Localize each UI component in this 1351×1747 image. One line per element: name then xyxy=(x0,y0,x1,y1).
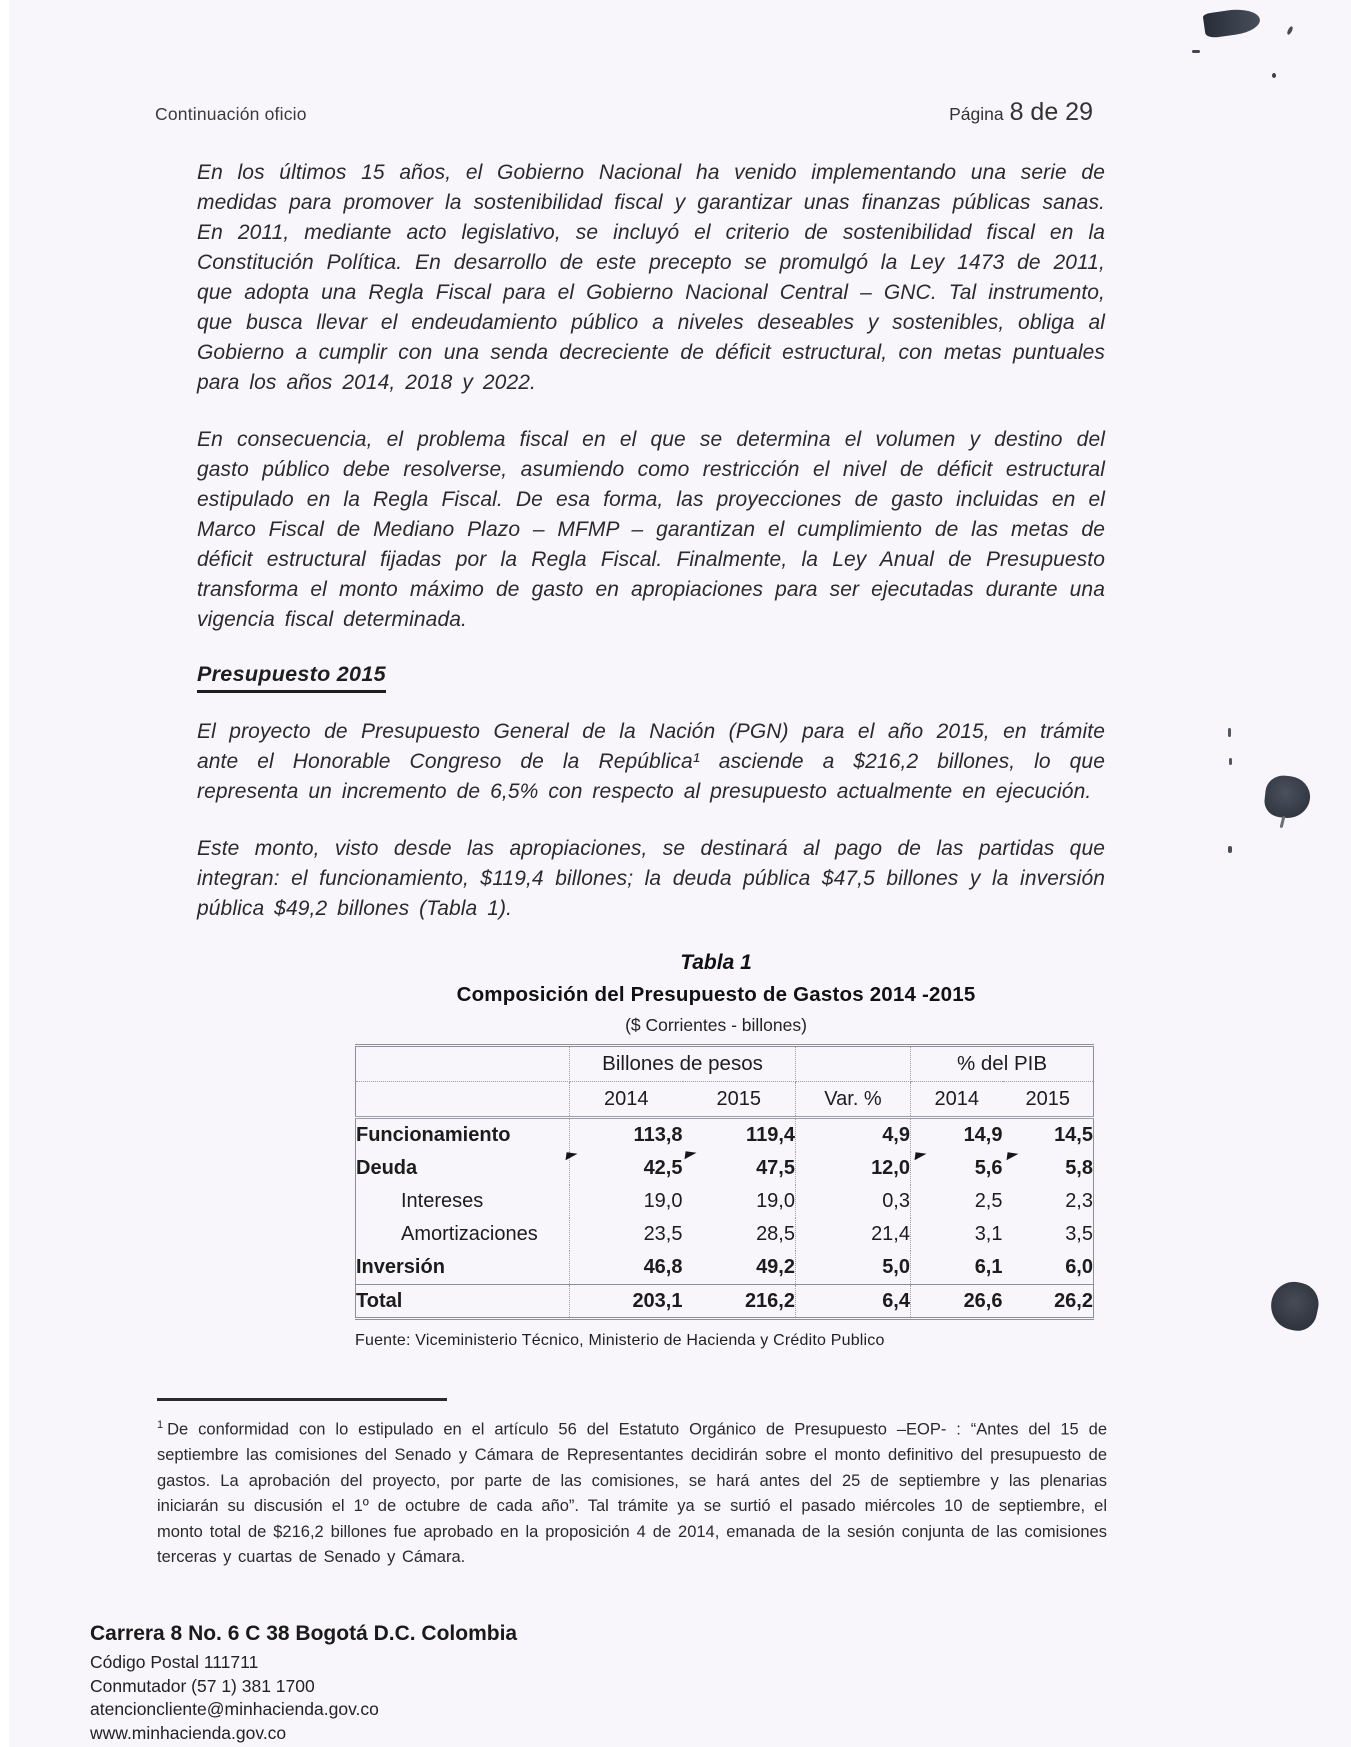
comment-flag-icon xyxy=(914,1152,926,1161)
table-cell: 26,6 xyxy=(911,1285,1003,1319)
table-cell: 2,3 xyxy=(1065,1190,1093,1212)
ink-speck xyxy=(1272,73,1276,78)
table-cell: 49,2 xyxy=(683,1251,796,1285)
ink-blob xyxy=(1267,1278,1323,1335)
table-cell: 23,5 xyxy=(643,1223,683,1245)
table-source: Fuente: Viceministerio Técnico, Ministerio de Hacienda y Crédito Publico xyxy=(355,1332,885,1349)
section-heading-text: Presupuesto 2015 xyxy=(197,662,386,693)
table-row-deuda xyxy=(356,1152,1094,1185)
column-header-pib-2014: 2014 xyxy=(911,1082,1003,1118)
footer-postal-code: Código Postal 111711 xyxy=(90,1652,259,1672)
table-unit-note: ($ Corrientes - billones) xyxy=(625,1015,807,1035)
header-continuation-label: Continuación oficio xyxy=(155,104,307,124)
table-cell: 2,5 xyxy=(974,1190,1003,1212)
letter-body xyxy=(197,158,1105,1350)
ink-blob xyxy=(1263,774,1312,820)
footer-phone: Conmutador (57 1) 381 1700 xyxy=(90,1675,315,1696)
table-cell: 42,5 xyxy=(570,1152,683,1185)
row-label: Deuda xyxy=(356,1152,570,1185)
table-cell: 47,5 xyxy=(683,1152,796,1185)
table-cell: 6,1 xyxy=(974,1256,1003,1278)
table-cell: 12,0 xyxy=(796,1152,911,1185)
table-cell: 19,0 xyxy=(643,1190,683,1212)
ink-speck xyxy=(1228,846,1232,853)
row-label: Funcionamiento xyxy=(356,1118,570,1153)
table-cell: 3,1 xyxy=(974,1223,1003,1245)
comment-flag-icon xyxy=(684,1151,696,1160)
page-number xyxy=(949,98,1093,127)
row-label: Total xyxy=(356,1285,570,1319)
budget-table xyxy=(355,1044,1094,1320)
table-cell: 216,2 xyxy=(683,1285,796,1319)
table-cell: 5,0 xyxy=(796,1251,911,1285)
table-cell-empty xyxy=(796,1046,911,1082)
row-label: Intereses xyxy=(356,1185,570,1218)
table-row-total xyxy=(356,1285,1094,1319)
table-cell: 4,9 xyxy=(796,1118,911,1153)
column-group-pib: % del PIB xyxy=(911,1046,1094,1082)
table-row-inversion xyxy=(356,1251,1094,1285)
ink-speck xyxy=(1286,26,1293,36)
table-cell: 113,8 xyxy=(633,1124,683,1146)
table-row-funcionamiento xyxy=(356,1118,1094,1153)
paragraph: En consecuencia, el problema fiscal en el que se determina el volumen y destino del gasto público debe resolverse, asumiendo como restricción el nivel de déficit estructural estipulado en la Regla Fiscal. De esa forma, las proyecciones de gasto incluidas en el Marco Fiscal de Mediano Plazo – MFMP – garantizan el cumplimiento de las metas de déficit estructural fijadas por la Regla Fiscal. Finalmente, la Ley Anual de Presupuesto transforma el monto máximo de gasto en apropiaciones para ser ejecutadas durante una vigencia fiscal determinada. xyxy=(197,428,1105,631)
table-cell: 203,1 xyxy=(570,1285,683,1319)
table-title: Tabla 1 xyxy=(680,951,752,974)
comment-flag-icon xyxy=(565,1152,577,1161)
table-cell: 5,8 xyxy=(1003,1152,1094,1185)
table-row-amortizaciones xyxy=(356,1218,1094,1251)
footnote-text: $^1$ De conformidad con lo estipulado en el artículo 56 del Estatuto Orgánico de Presupuesto –EOP- : “Antes del 15 de septiembre las comisiones del Senado y Cámara de Representantes decidirán sobre el monto definitivo del presupuesto de gastos. La aprobación del proyecto, por parte de las comisiones, se hará antes del 25 de septiembre y las plenarias iniciarán su discusión el 1º de octubre de cada año”. Tal trámite ya se surtió el pasado miércoles 10 de septiembre, el monto total de $216,2 billones fue aprobado en la proposición 4 de 2014, emanada de la sesión conjunta de las comisiones terceras y cuartas de Senado y Cámara. xyxy=(157,1419,1107,1566)
ink-smudge xyxy=(1203,6,1262,39)
footnote-marker: 1 xyxy=(157,1419,164,1431)
table-cell: 19,0 xyxy=(683,1185,796,1218)
table-cell: 0,3 xyxy=(796,1185,911,1218)
ink-speck xyxy=(1192,50,1200,53)
table-cell: 46,8 xyxy=(643,1256,683,1278)
table-subtitle: Composición del Presupuesto de Gastos 2014 -2015 xyxy=(456,983,976,1006)
table-cell: 21,4 xyxy=(796,1218,911,1251)
paragraph: Este monto, visto desde las apropiaciones, se destinará al pago de las partidas que integran: el funcionamiento, $119,4 billones; la deuda pública $47,5 billones y la inversión pública $49,2 billones (Tabla 1). xyxy=(197,837,1105,920)
table-cell: 14,9 xyxy=(963,1124,1003,1146)
ink-speck xyxy=(1228,728,1231,737)
table-cell-empty xyxy=(356,1082,570,1118)
column-header-var: Var. % xyxy=(796,1082,911,1118)
column-header-2014: 2014 xyxy=(570,1082,683,1118)
table-cell: 6,0 xyxy=(1065,1256,1093,1278)
table-cell-empty xyxy=(356,1046,570,1082)
comment-flag-icon xyxy=(1006,1152,1018,1161)
page-number-value: 8 de 29 xyxy=(1009,98,1093,126)
table-cell: 6,4 xyxy=(796,1285,911,1319)
paragraph: El proyecto de Presupuesto General de la Nación (PGN) para el año 2015, en trámite ante el Honorable Congreso de la República¹ asciende a $216,2 billones, lo que representa un incremento de 6,5% con respecto al presupuesto actualmente en ejecución. xyxy=(197,720,1105,803)
column-header-pib-2015: 2015 xyxy=(1003,1082,1094,1118)
footer-address: Carrera 8 No. 6 C 38 Bogotá D.C. Colombia xyxy=(90,1622,518,1645)
page-header xyxy=(155,98,1093,127)
page-number-label: Página xyxy=(949,104,1004,124)
section-heading xyxy=(197,662,1105,687)
table-year-header-row xyxy=(356,1082,1094,1118)
table-row-intereses xyxy=(356,1185,1094,1218)
paragraph: En los últimos 15 años, el Gobierno Nacional ha venido implementando una serie de medidas para promover la sostenibilidad fiscal y garantizar unas finanzas públicas sanas. En 2011, mediante acto legislativo, se incluyó el criterio de sostenibilidad fiscal en la Constitución Política. En desarrollo de este precepto se promulgó la Ley 1473 de 2011, que adopta una Regla Fiscal para el Gobierno Nacional Central – GNC. Tal instrumento, que busca llevar el endeudamiento público a niveles deseables y sostenibles, obliga al Gobierno a cumplir con una senda decreciente de déficit estructural, con metas puntuales para los años 2014, 2018 y 2022. xyxy=(197,161,1105,394)
row-label: Inversión xyxy=(356,1251,570,1285)
column-header-2015: 2015 xyxy=(683,1082,796,1118)
table-cell: 14,5 xyxy=(1054,1124,1093,1146)
table-cell: 119,4 xyxy=(683,1118,796,1153)
row-label: Amortizaciones xyxy=(356,1218,570,1251)
page-footer xyxy=(90,1622,517,1745)
table-section xyxy=(317,951,1093,1350)
table-cell: 5,6 xyxy=(911,1152,1003,1185)
column-group-pesos: Billones de pesos xyxy=(570,1046,796,1082)
table-group-header-row xyxy=(356,1046,1094,1082)
table-cell: 26,2 xyxy=(1003,1285,1094,1319)
footnote xyxy=(157,1398,1107,1571)
table-cell: 3,5 xyxy=(1065,1223,1093,1245)
table-cell: 28,5 xyxy=(683,1218,796,1251)
footer-email: atencioncliente@minhacienda.gov.co xyxy=(90,1699,379,1719)
ink-blob-tail xyxy=(1280,816,1286,828)
ink-speck xyxy=(1229,758,1232,765)
footnote-divider xyxy=(157,1398,447,1401)
footer-website: www.minhacienda.gov.co xyxy=(90,1722,287,1743)
